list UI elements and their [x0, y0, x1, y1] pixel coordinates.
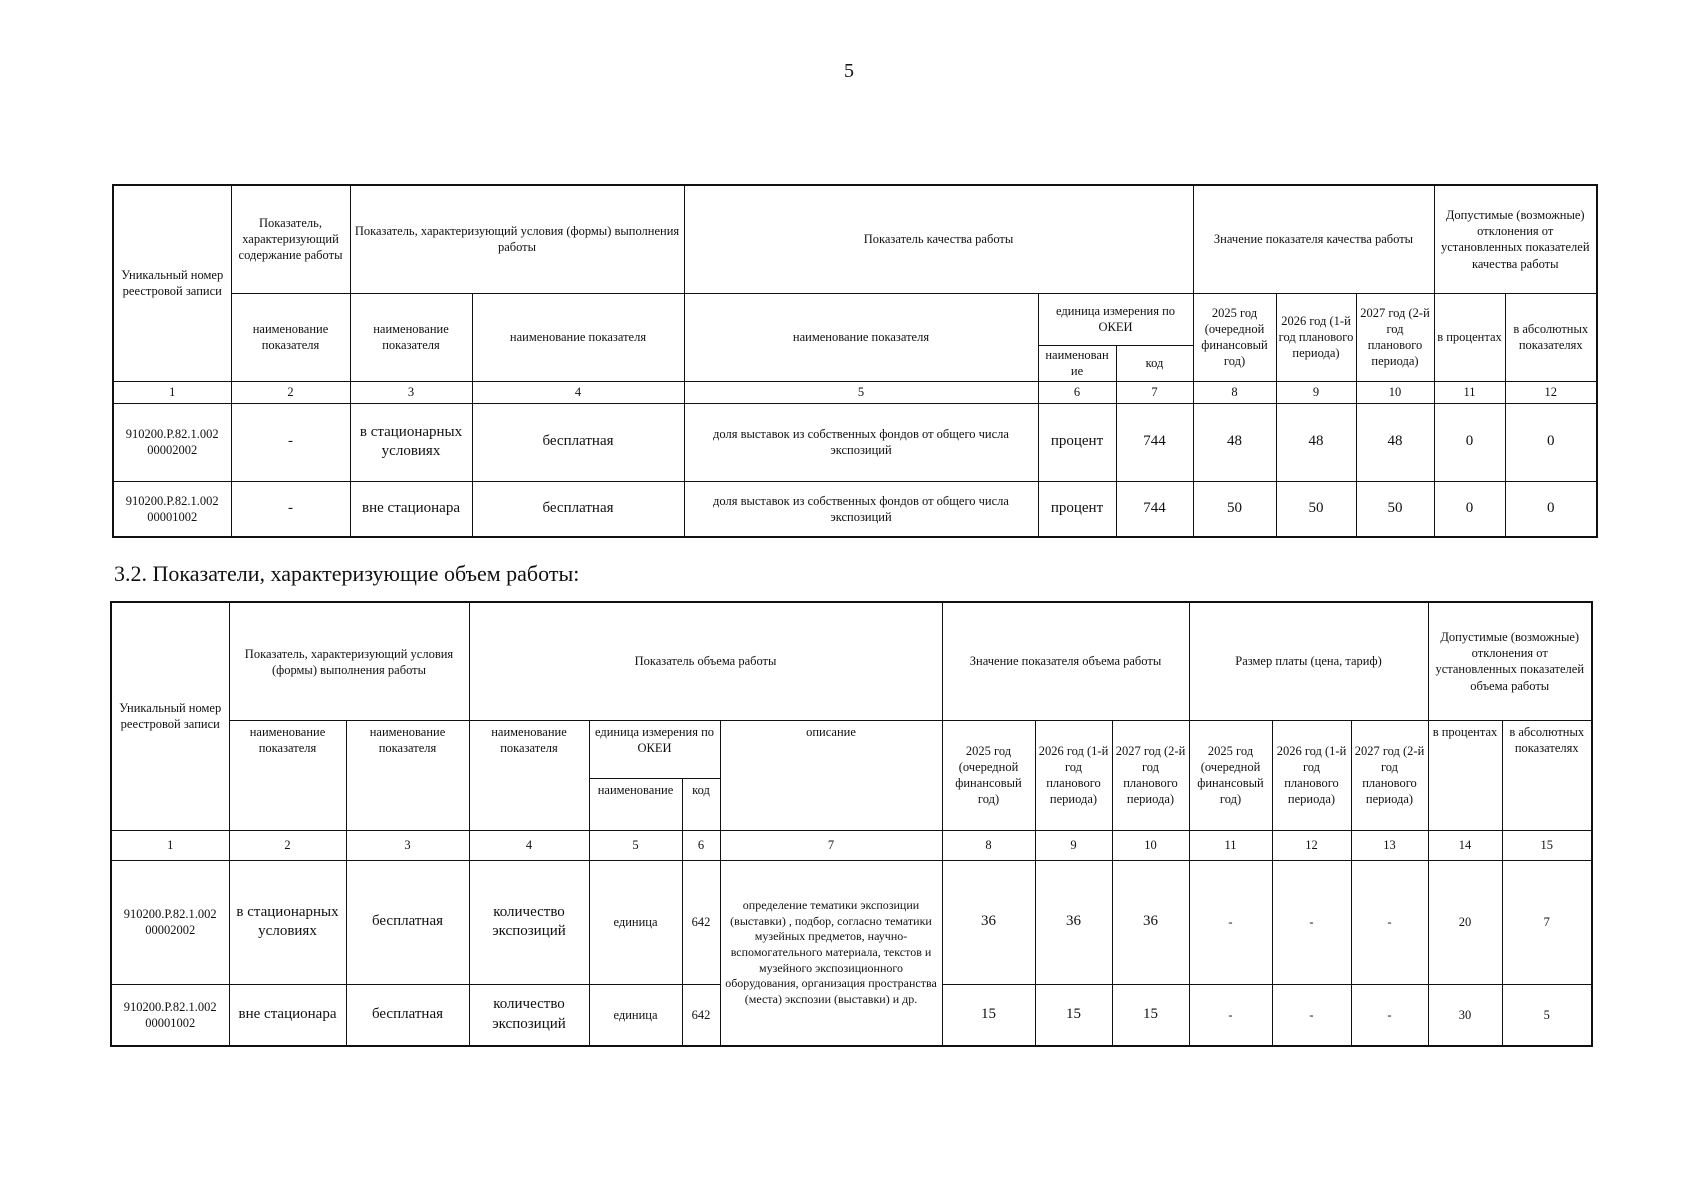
header-unique-number: Уникальный номер реестровой записи: [113, 185, 231, 381]
unit-cell: процент: [1038, 481, 1116, 537]
indicator-cell: количество экспозиций: [469, 860, 589, 984]
column-number: 8: [942, 830, 1035, 860]
column-number: 4: [469, 830, 589, 860]
column-number: 2: [229, 830, 346, 860]
header-conditions-indicator: Показатель, характеризующий условия (формы) выполнения работы: [229, 602, 469, 720]
deviation-absolute-cell: 0: [1505, 403, 1597, 481]
header-unique-number: Уникальный номер реестровой записи: [111, 602, 229, 830]
value-2025-cell: 36: [942, 860, 1035, 984]
header-fee-2027: 2027 год (2-й год планового периода): [1351, 720, 1428, 830]
header-indicator-name: наименование показателя: [350, 293, 472, 381]
form-cell: бесплатная: [472, 403, 684, 481]
column-numbers-row: [113, 381, 1597, 403]
header-conditions-indicator: Показатель, характеризующий условия (формы) выполнения работы: [350, 185, 684, 293]
fee-2026-cell: -: [1272, 860, 1351, 984]
table-row: [111, 860, 1592, 984]
deviation-percent-cell: 30: [1428, 984, 1502, 1046]
fee-2025-cell: -: [1189, 860, 1272, 984]
header-year-2026: 2026 год (1-й год планового периода): [1276, 293, 1356, 381]
fee-2027-cell: -: [1351, 860, 1428, 984]
reg-number-cell: 910200.Р.82.1.002 00001002: [111, 984, 229, 1046]
column-number: 3: [346, 830, 469, 860]
column-number: 12: [1505, 381, 1597, 403]
column-number: 13: [1351, 830, 1428, 860]
description-cell: определение тематики экспозиции (выставки) , подбор, согласно тематики музейных предметов, научно-вспомогательного материала, текстов и музейного экспозиционного оборудования, организация пространства (места) экспозии (выставки) и др.: [720, 860, 942, 1046]
section-heading: 3.2. Показатели, характеризующие объем работы:: [114, 561, 580, 586]
unit-cell: единица: [589, 984, 682, 1046]
column-number: 6: [682, 830, 720, 860]
header-description: описание: [720, 720, 942, 830]
value-2025-cell: 48: [1193, 403, 1276, 481]
header-volume-value: Значение показателя объема работы: [942, 602, 1189, 720]
code-cell: 642: [682, 860, 720, 984]
header-in-absolute: в абсолютных показателях: [1502, 720, 1592, 830]
header-indicator-name: наименование показателя: [684, 293, 1038, 381]
header-quality-value: Значение показателя качества работы: [1193, 185, 1434, 293]
reg-number-cell: 910200.Р.82.1.002 00002002: [113, 403, 231, 481]
header-content-indicator: Показатель, характеризующий содержание работы: [231, 185, 350, 293]
reg-number-cell: 910200.Р.82.1.002 00001002: [113, 481, 231, 537]
value-2026-cell: 50: [1276, 481, 1356, 537]
unit-cell: процент: [1038, 403, 1116, 481]
column-number: 9: [1035, 830, 1112, 860]
column-number: 6: [1038, 381, 1116, 403]
header-unit-okei: единица измерения по ОКЕИ: [1038, 293, 1193, 345]
page-number: 5: [844, 60, 854, 82]
header-year-2027: 2027 год (2-й год планового периода): [1356, 293, 1434, 381]
condition-cell: в стационарных условиях: [350, 403, 472, 481]
form-cell: бесплатная: [472, 481, 684, 537]
value-2025-cell: 15: [942, 984, 1035, 1046]
value-2026-cell: 15: [1035, 984, 1112, 1046]
header-unit-code: код: [682, 778, 720, 830]
form-cell: бесплатная: [346, 984, 469, 1046]
header-indicator-name: наименование показателя: [231, 293, 350, 381]
column-numbers-row: [111, 830, 1592, 860]
header-unit-code: код: [1116, 345, 1193, 381]
header-fee-2025: 2025 год (очередной финансовый год): [1189, 720, 1272, 830]
value-2026-cell: 48: [1276, 403, 1356, 481]
column-number: 4: [472, 381, 684, 403]
column-number: 12: [1272, 830, 1351, 860]
column-number: 7: [720, 830, 942, 860]
header-in-percent: в процентах: [1434, 293, 1505, 381]
header-deviations: Допустимые (возможные) отклонения от установленных показателей качества работы: [1434, 185, 1597, 293]
column-number: 5: [589, 830, 682, 860]
column-number: 11: [1434, 381, 1505, 403]
column-number: 14: [1428, 830, 1502, 860]
volume-indicators-table: [110, 601, 1593, 1047]
deviation-absolute-cell: 0: [1505, 481, 1597, 537]
content-cell: -: [231, 481, 350, 537]
header-quality-indicator: Показатель качества работы: [684, 185, 1193, 293]
header-unit-name: наименование: [589, 778, 682, 830]
header-in-percent: в процентах: [1428, 720, 1502, 830]
indicator-cell: доля выставок из собственных фондов от общего числа экспозиций: [684, 481, 1038, 537]
unit-cell: единица: [589, 860, 682, 984]
code-cell: 744: [1116, 481, 1193, 537]
table-row: [113, 403, 1597, 481]
header-unit-name: наименован ие: [1038, 345, 1116, 381]
column-number: 1: [111, 830, 229, 860]
header-year-2027: 2027 год (2-й год планового периода): [1112, 720, 1189, 830]
indicator-cell: доля выставок из собственных фондов от общего числа экспозиций: [684, 403, 1038, 481]
header-indicator-name: наименование показателя: [229, 720, 346, 830]
column-number: 3: [350, 381, 472, 403]
column-number: 15: [1502, 830, 1592, 860]
header-year-2026: 2026 год (1-й год планового периода): [1035, 720, 1112, 830]
header-volume-indicator: Показатель объема работы: [469, 602, 942, 720]
deviation-percent-cell: 20: [1428, 860, 1502, 984]
header-indicator-name: наименование показателя: [346, 720, 469, 830]
form-cell: бесплатная: [346, 860, 469, 984]
header-in-absolute: в абсолютных показателях: [1505, 293, 1597, 381]
fee-2025-cell: -: [1189, 984, 1272, 1046]
header-indicator-name: наименование показателя: [469, 720, 589, 830]
value-2025-cell: 50: [1193, 481, 1276, 537]
column-number: 8: [1193, 381, 1276, 403]
column-number: 11: [1189, 830, 1272, 860]
header-year-2025: 2025 год (очередной финансовый год): [1193, 293, 1276, 381]
fee-2026-cell: -: [1272, 984, 1351, 1046]
deviation-percent-cell: 0: [1434, 481, 1505, 537]
table-row: [113, 481, 1597, 537]
value-2027-cell: 48: [1356, 403, 1434, 481]
value-2027-cell: 50: [1356, 481, 1434, 537]
header-fee-2026: 2026 год (1-й год планового периода): [1272, 720, 1351, 830]
header-unit-okei: единица измерения по ОКЕИ: [589, 720, 720, 778]
code-cell: 642: [682, 984, 720, 1046]
value-2027-cell: 36: [1112, 860, 1189, 984]
deviation-absolute-cell: 5: [1502, 984, 1592, 1046]
column-number: 10: [1112, 830, 1189, 860]
header-indicator-name: наименование показателя: [472, 293, 684, 381]
reg-number-cell: 910200.Р.82.1.002 00002002: [111, 860, 229, 984]
column-number: 7: [1116, 381, 1193, 403]
condition-cell: вне стационара: [229, 984, 346, 1046]
header-fee: Размер платы (цена, тариф): [1189, 602, 1428, 720]
value-2027-cell: 15: [1112, 984, 1189, 1046]
column-number: 2: [231, 381, 350, 403]
header-deviations: Допустимые (возможные) отклонения от установленных показателей объема работы: [1428, 602, 1592, 720]
deviation-percent-cell: 0: [1434, 403, 1505, 481]
condition-cell: в стационарных условиях: [229, 860, 346, 984]
column-number: 1: [113, 381, 231, 403]
column-number: 10: [1356, 381, 1434, 403]
code-cell: 744: [1116, 403, 1193, 481]
column-number: 5: [684, 381, 1038, 403]
deviation-absolute-cell: 7: [1502, 860, 1592, 984]
condition-cell: вне стационара: [350, 481, 472, 537]
indicator-cell: количество экспозиций: [469, 984, 589, 1046]
value-2026-cell: 36: [1035, 860, 1112, 984]
fee-2027-cell: -: [1351, 984, 1428, 1046]
content-cell: -: [231, 403, 350, 481]
quality-indicators-table: [112, 184, 1598, 538]
column-number: 9: [1276, 381, 1356, 403]
header-year-2025: 2025 год (очередной финансовый год): [942, 720, 1035, 830]
